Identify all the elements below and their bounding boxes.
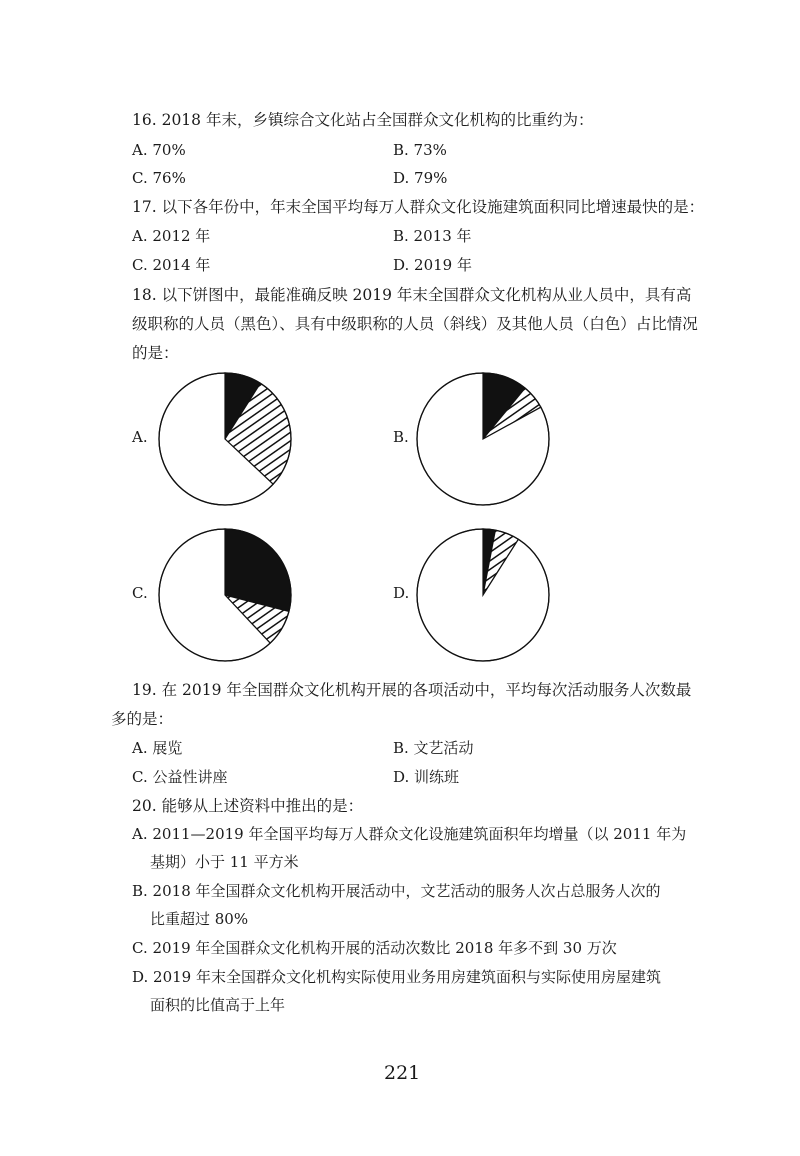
pie-d-slice-other xyxy=(417,529,549,661)
q17-option-c[interactable]: C. 2014 年 xyxy=(132,256,211,274)
pie-a-label[interactable]: A. xyxy=(132,428,148,446)
q20-option-a-line-2[interactable]: 基期）小于 11 平方米 xyxy=(150,853,299,871)
q18-stem-line-2: 级职称的人员（黑色）、具有中级职称的人员（斜线）及其他人员（白色）占比情况 xyxy=(132,315,698,333)
q19-stem-line-1: 19. 在 2019 年全国群众文化机构开展的各项活动中，平均每次活动服务人次数最 xyxy=(132,681,692,699)
q20-option-b-line-1[interactable]: B. 2018 年全国群众文化机构开展活动中，文艺活动的服务人次占总服务人次的 xyxy=(132,882,661,900)
q16-option-b[interactable]: B. 73% xyxy=(393,141,447,159)
q18-stem-line-3: 的是： xyxy=(132,344,179,362)
q20-option-d-line-1[interactable]: D. 2019 年末全国群众文化机构实际使用业务用房建筑面积与实际使用房屋建筑 xyxy=(132,968,661,986)
q17-option-b[interactable]: B. 2013 年 xyxy=(393,227,472,245)
q17-option-d[interactable]: D. 2019 年 xyxy=(393,256,472,274)
q20-option-c-line-1[interactable]: C. 2019 年全国群众文化机构开展的活动次数比 2018 年多不到 30 万次 xyxy=(132,939,617,957)
q19-option-a[interactable]: A. 展览 xyxy=(132,739,183,757)
pie-chart-a[interactable] xyxy=(157,371,293,507)
pie-c-label[interactable]: C. xyxy=(132,584,148,602)
q16-option-a[interactable]: A. 70% xyxy=(132,141,186,159)
q20-option-b-line-2[interactable]: 比重超过 80% xyxy=(150,910,249,928)
q20-option-d-line-2[interactable]: 面积的比值高于上年 xyxy=(150,996,286,1014)
q19-option-d[interactable]: D. 训练班 xyxy=(393,768,460,786)
pie-chart-d[interactable] xyxy=(415,527,551,663)
q20-option-a-line-1[interactable]: A. 2011—2019 年全国平均每万人群众文化设施建筑面积年均增量（以 2011 年为 xyxy=(132,825,687,843)
q16-option-c[interactable]: C. 76% xyxy=(132,169,186,187)
page-number: 221 xyxy=(384,1062,421,1084)
q18-stem-line-1: 18. 以下饼图中，最能准确反映 2019 年末全国群众文化机构从业人员中，具有高 xyxy=(132,286,692,304)
q19-option-b[interactable]: B. 文艺活动 xyxy=(393,739,474,757)
q20-stem: 20. 能够从上述资料中推出的是： xyxy=(132,797,364,815)
q16-stem: 16. 2018 年末，乡镇综合文化站占全国群众文化机构的比重约为： xyxy=(132,111,594,129)
pie-chart-c[interactable] xyxy=(157,527,293,663)
pie-chart-b[interactable] xyxy=(415,371,551,507)
pie-b-label[interactable]: B. xyxy=(393,428,409,446)
q17-stem: 17. 以下各年份中，年末全国平均每万人群众文化设施建筑面积同比增速最快的是： xyxy=(132,198,705,216)
q19-stem-line-2: 多的是： xyxy=(111,710,174,728)
pie-d-label[interactable]: D. xyxy=(393,584,410,602)
q16-option-d[interactable]: D. 79% xyxy=(393,169,448,187)
q19-option-c[interactable]: C. 公益性讲座 xyxy=(132,768,228,786)
q17-option-a[interactable]: A. 2012 年 xyxy=(132,227,211,245)
